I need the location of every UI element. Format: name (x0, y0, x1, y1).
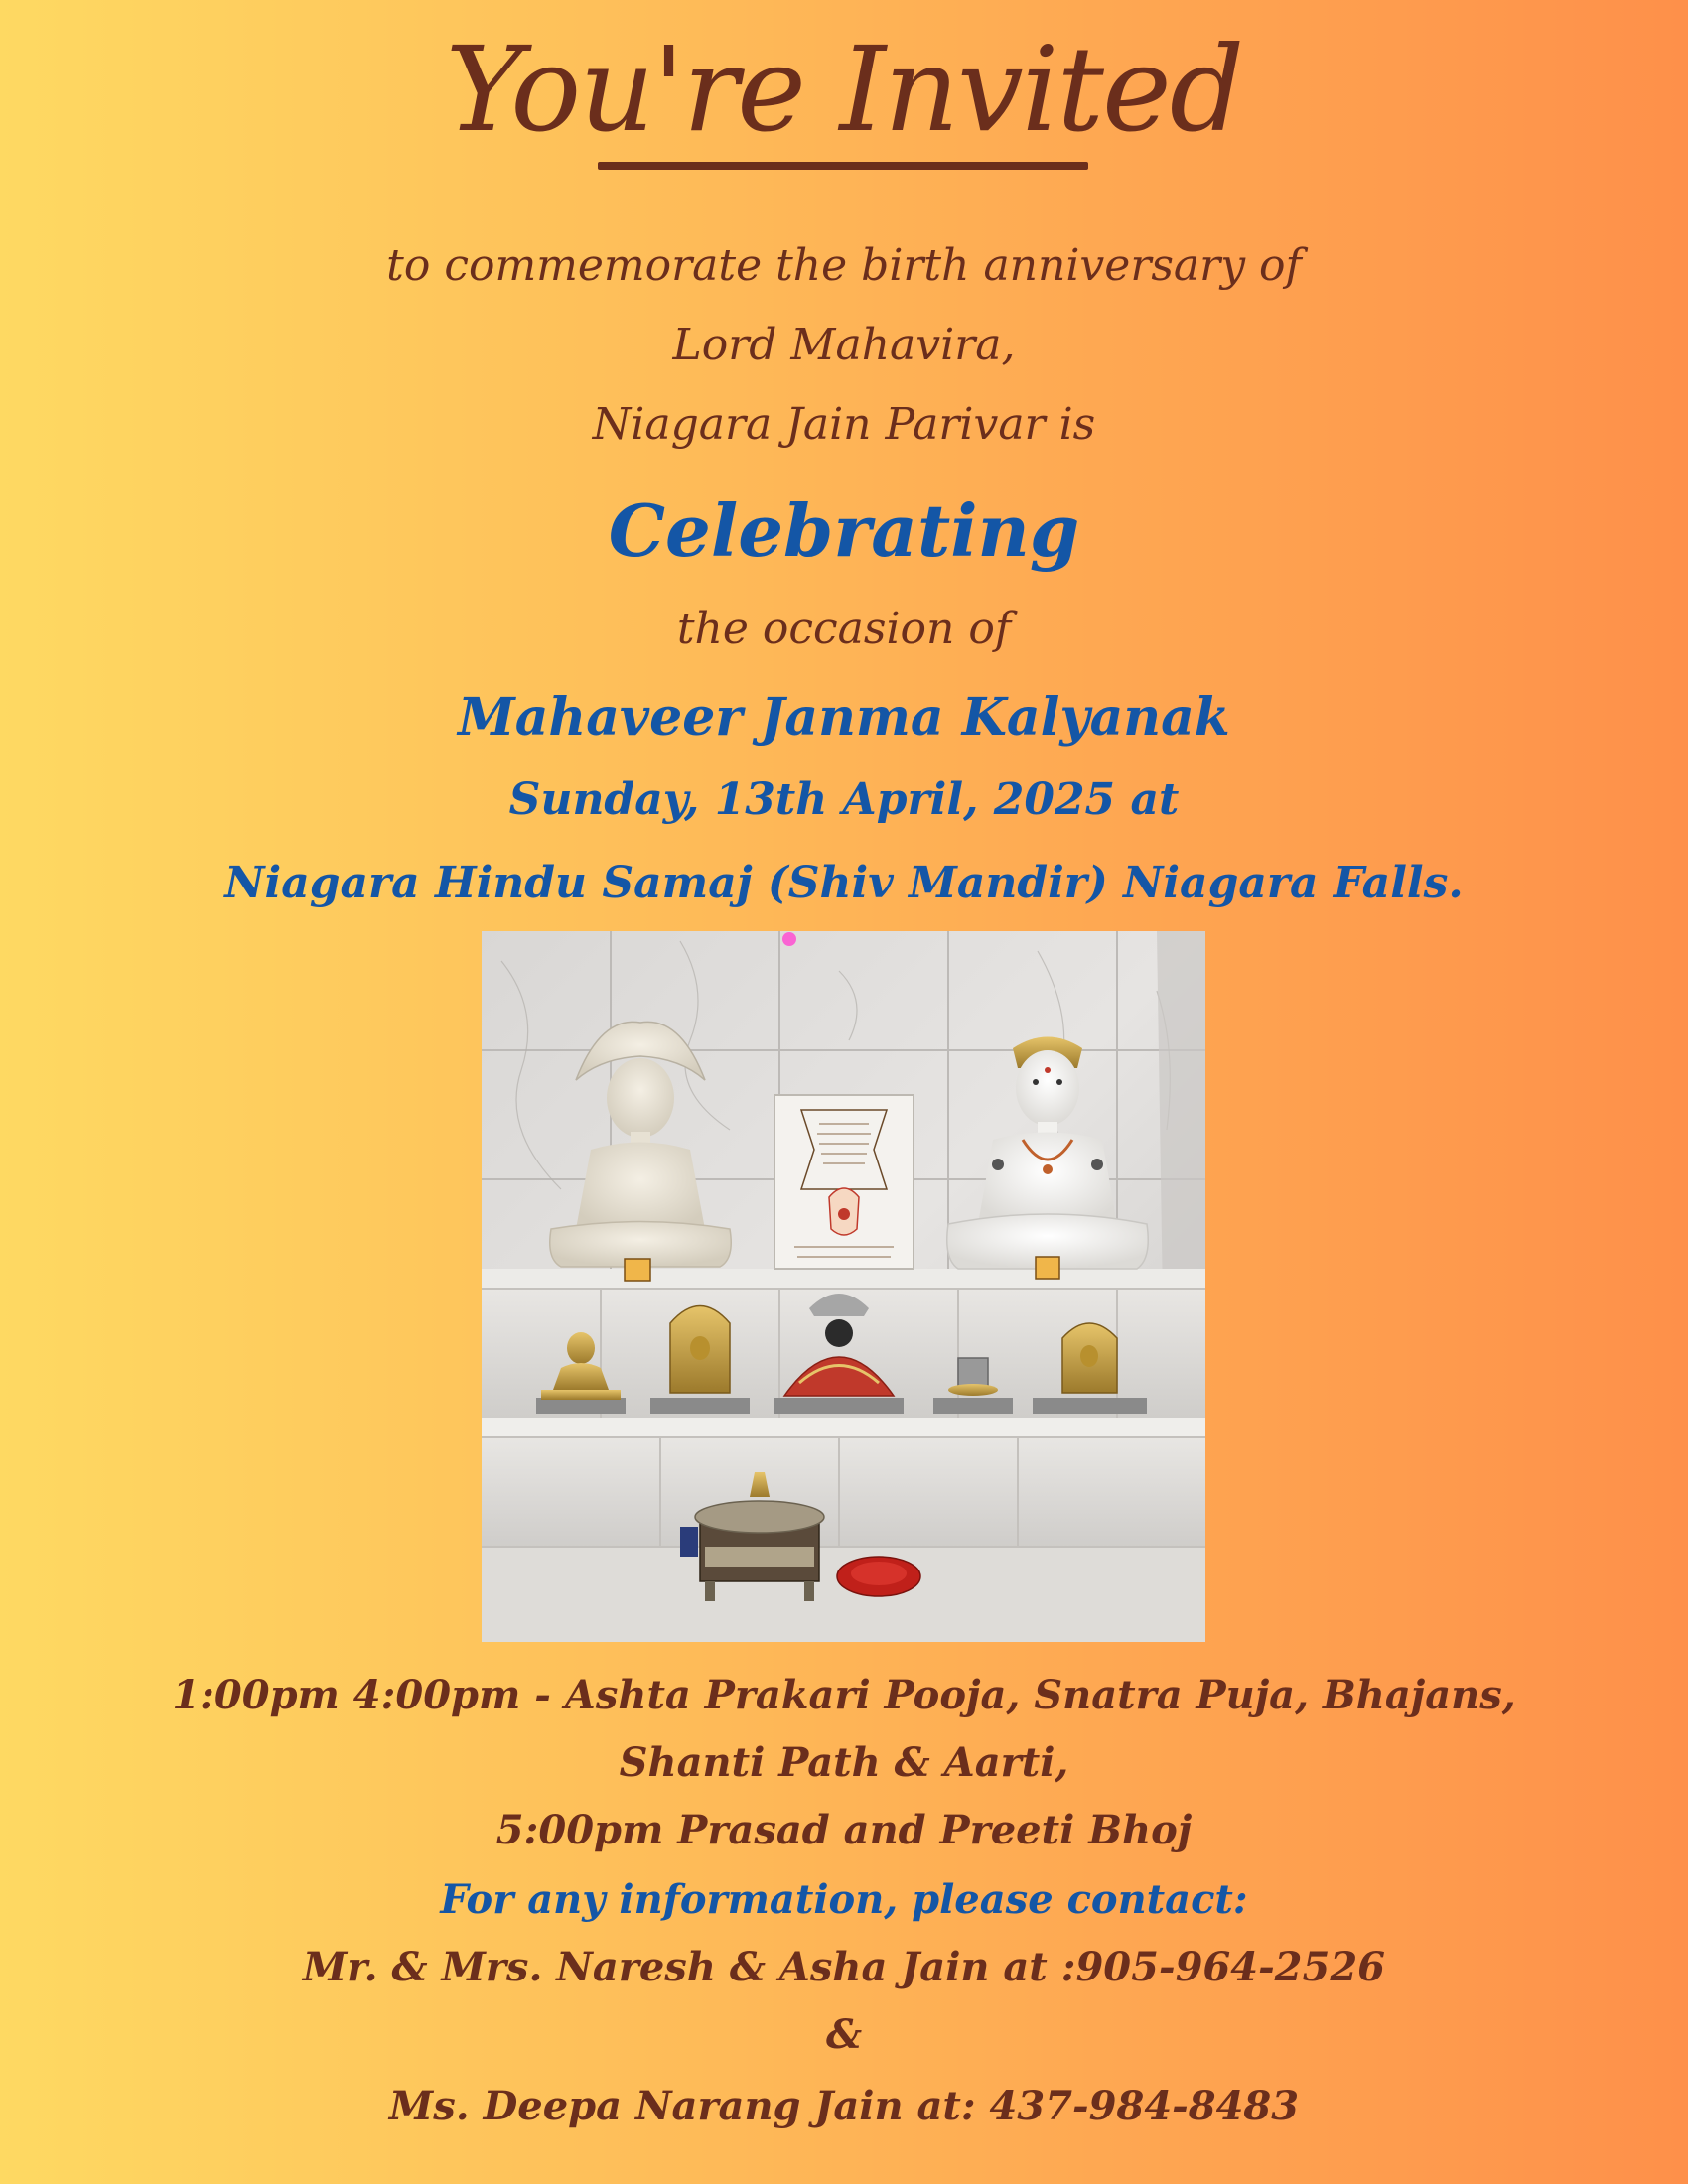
celebrating-title: Celebrating (608, 488, 1080, 573)
altar-photo (482, 931, 1205, 1642)
contact-1: Mr. & Mrs. Naresh & Asha Jain at :905-964-2526 (303, 1944, 1385, 1990)
schedule-line-2: Shanti Path & Aarti, (619, 1739, 1069, 1786)
invitation-heading: You're Invited (445, 21, 1243, 158)
occasion-line: the occasion of (676, 604, 1012, 654)
event-name: Mahaveer Janma Kalyanak (458, 687, 1230, 748)
contact-separator: & (825, 2011, 863, 2058)
schedule-line-1: 1:00pm 4:00pm - Ashta Prakari Pooja, Snatra Puja, Bhajans, (172, 1672, 1516, 1718)
schedule-line-3: 5:00pm Prasad and Preeti Bhoj (495, 1807, 1193, 1853)
event-date: Sunday, 13th April, 2025 at (508, 774, 1180, 825)
intro-line-2: Lord Mahavira, (672, 320, 1016, 370)
intro-line-1: to commemorate the birth anniversary of (386, 240, 1302, 291)
contact-prompt: For any information, please contact: (440, 1876, 1248, 1923)
contact-2: Ms. Deepa Narang Jain at: 437-984-8483 (388, 2083, 1300, 2129)
event-venue: Niagara Hindu Samaj (Shiv Mandir) Niagara Falls. (224, 858, 1464, 908)
intro-line-3: Niagara Jain Parivar is (592, 399, 1096, 450)
heading-underline (598, 162, 1088, 170)
